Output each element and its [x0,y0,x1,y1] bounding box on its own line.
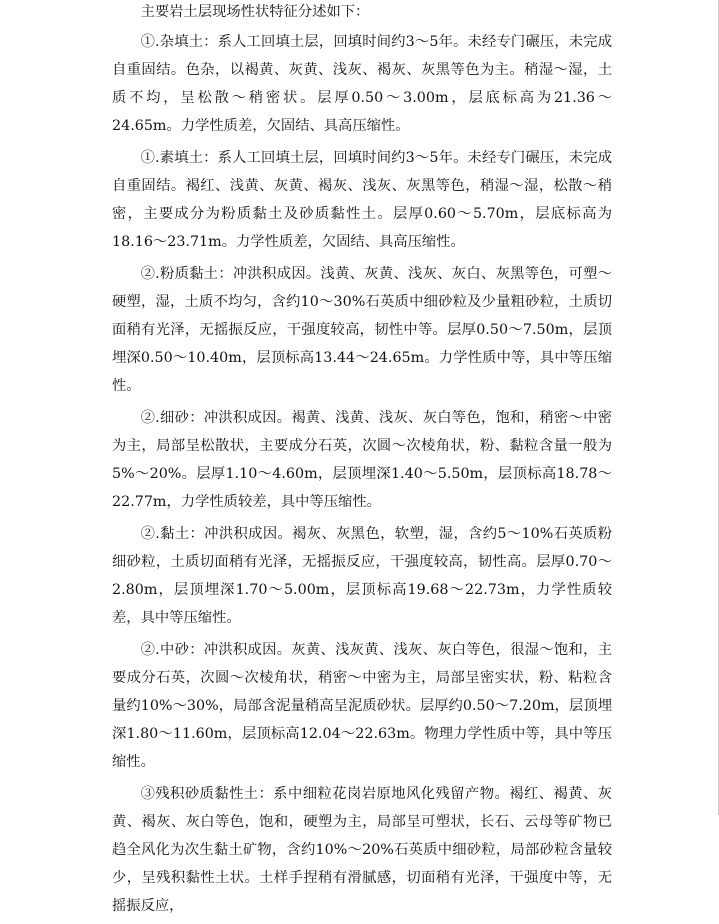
paragraph-silty-clay: ②.粉质黏土：冲洪积成因。浅黄、灰黄、浅灰、灰白、灰黑等色，可塑～硬塑，湿，土质不均匀，含约10～30%石英质中细砂粒及少量粗砂粒，土质切面稍有光泽，无摇振反应，干强度较高，韧性中等。层厚0.50～7.50m，层顶埋深0.50～10.40m，层顶标高13.44～24.65m。力学性质中等，具中等压缩性。 [112,266,612,394]
paragraph-miscellaneous-fill: ①.杂填土：系人工回填土层，回填时间约3～5年。未经专门碾压，未完成自重固结。色杂，以褐黄、灰黄、浅灰、褐灰、灰黑等色为主。稍湿～湿，土质不均，呈松散～稍密状。层厚0.50～3.00m，层底标高为21.36～24.65m。力学性质差，欠固结、具高压缩性。 [112,34,612,134]
paragraph-fine-sand: ②.细砂：冲洪积成因。褐黄、浅黄、浅灰、灰白等色，饱和，稍密～中密为主，局部呈松散状，主要成分石英，次圆～次棱角状，粉、黏粒含量一般为5%～20%。层厚1.10～4.60m，层顶埋深1.40～5.50m，层顶标高18.78～22.77m，力学性质较差，具中等压缩性。 [112,410,612,510]
paragraph-medium-sand: ②.中砂：冲洪积成因。灰黄、浅灰黄、浅灰、灰白等色，很湿～饱和，主要成分石英，次圆～次棱角状，稍密～中密为主，局部呈密实状，粉、粘粒含量约10%～30%，局部含泥量稍高呈泥质砂状。层厚约0.50～7.20m，层顶埋深1.80～11.60m，层顶标高12.04～22.63m。物理力学性质中等，具中等压缩性。 [112,642,612,770]
document-body [112,0,612,924]
paragraph-clay: ②.黏土：冲洪积成因。褐灰、灰黑色，软塑，湿，含约5～10%石英质粉细砂粒，土质切面稍有光泽，无摇振反应，干强度较高，韧性高。层厚0.70～2.80m，层顶埋深1.70～5.00m，层顶标高19.68～22.73m，力学性质较差，具中等压缩性。 [112,526,612,626]
paragraph-plain-fill: ①.素填土：系人工回填土层，回填时间约3～5年。未经专门碾压，未完成自重固结。褐红、浅黄、灰黄、褐灰、浅灰、灰黑等色，稍湿～湿，松散～稍密，主要成分为粉质黏土及砂质黏性土。层厚0.60～5.70m，层底标高为18.16～23.71m。力学性质差，欠固结、具高压缩性。 [112,150,612,250]
section-heading: 主要岩土层现场性状特征分述如下： [140,4,370,20]
paragraph-residual-sandy-clay: ③残积砂质黏性土：系中细粒花岗岩原地风化残留产物。褐红、褐黄、灰黄、褐灰、灰白等色，饱和，硬塑为主，局部呈可塑状，长石、云母等矿物已趋全风化为次生黏土矿物，含约10%～20%石英质中细砂粒，局部砂粒含量较少，呈残积黏性土状。土样手捏稍有滑腻感，切面稍有光泽，干强度中等，无摇振反应， [112,786,612,914]
